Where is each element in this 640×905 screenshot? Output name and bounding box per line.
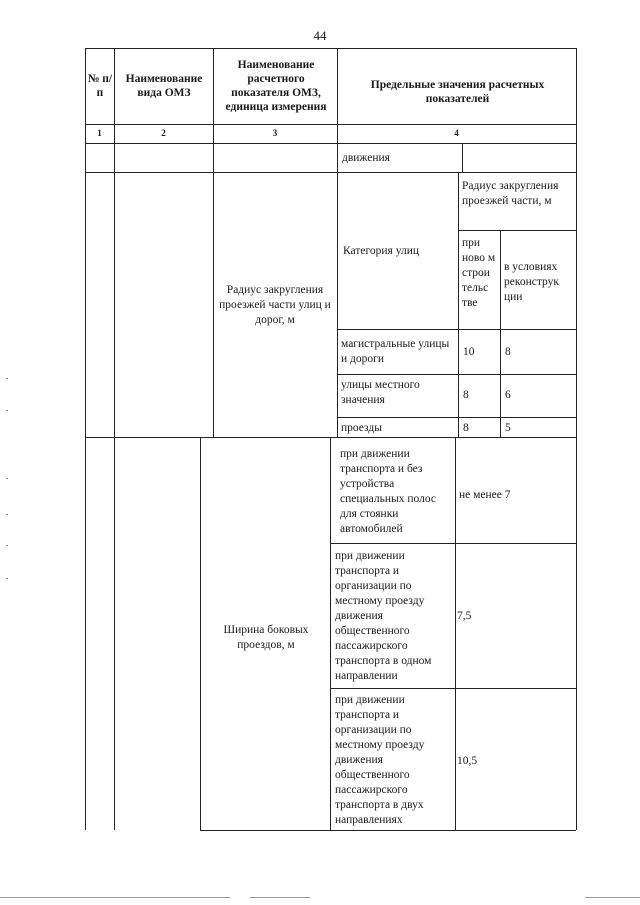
col2-right-border-top	[213, 48, 214, 437]
radius-category-right-border	[458, 172, 459, 437]
width-row-value: 7,5	[457, 610, 472, 622]
radius-row1-rule	[337, 374, 576, 375]
radius-sub-split-border	[500, 230, 501, 437]
radius-value-header: Радиус закругления проезжей части, м	[462, 180, 559, 207]
radius-sub-reconstruction: в условиях реконструк ции	[504, 261, 559, 303]
table-bottom-border	[200, 830, 576, 831]
radius-row-new: 8	[463, 422, 469, 434]
width-row1-rule	[330, 543, 576, 544]
radius-row-category: улицы местного значения	[341, 379, 420, 406]
column-number-4: 4	[454, 128, 459, 138]
radius-row-category: проезды	[341, 422, 382, 434]
radius-row-reconstruction: 5	[505, 422, 511, 434]
radius-row-new: 8	[463, 389, 469, 401]
radius-row-category: магистральные улицы и дороги	[341, 338, 450, 365]
bottom-scan-line	[585, 897, 640, 898]
width-row-condition: при движении транспорта и организации по местному проезду движения общественного пассажирского транспорта в одном направлении	[335, 550, 432, 682]
width-row-condition: при движении транспорта и организации по местному проезду движения общественного пассажирского транспорта в двух направлениях	[335, 694, 425, 826]
header-omz-type: Наименование вида ОМЗ	[125, 73, 203, 99]
page-number: 44	[313, 28, 327, 43]
radius-row-reconstruction: 8	[505, 346, 511, 358]
continuation-text: движения	[342, 152, 390, 164]
width-row-condition: при движении транспорта и без устройства специальных полос для стоянки автомобилей	[340, 448, 436, 535]
continuation-row-bottom-border	[85, 172, 576, 173]
bottom-scan-line	[0, 897, 230, 898]
continuation-split-border	[462, 143, 463, 172]
radius-row-new: 10	[463, 346, 475, 358]
col3-right-border-top	[337, 48, 338, 437]
header-number: № п/п	[87, 73, 113, 99]
width-row-value: 10,5	[457, 755, 478, 767]
column-number-1: 1	[97, 128, 102, 138]
table-left-border	[85, 48, 86, 830]
bottom-scan-line	[250, 897, 310, 898]
radius-value-header-rule	[458, 230, 576, 231]
radius-row-reconstruction: 6	[505, 389, 511, 401]
radius-indicator: Радиус закругления проезжей части улиц и дорог, м	[219, 284, 331, 326]
table-right-border	[576, 48, 577, 830]
radius-row2-rule	[337, 417, 576, 418]
table-top-border	[85, 48, 576, 49]
width-indicator: Ширина боковых проездов, м	[223, 624, 309, 651]
header-limit-values: Предельные значения расчетных показателей	[370, 79, 545, 105]
width-row2-rule	[330, 688, 576, 689]
width-condition-right-border	[455, 437, 456, 830]
number-row-bottom-border	[85, 143, 576, 144]
col2-right-border-bottom	[200, 437, 201, 830]
radius-sub-new: при ново м строи тельс тве	[462, 237, 496, 309]
radius-category-header: Категория улиц	[343, 245, 419, 257]
column-number-2: 2	[161, 128, 166, 138]
width-row-value: не менее 7	[459, 489, 511, 501]
header-bottom-border	[85, 124, 576, 125]
header-indicator: Наименование расчетного показателя ОМЗ, единица измерения	[225, 59, 327, 113]
radius-subheader-rule	[337, 329, 576, 330]
column-number-3: 3	[272, 128, 278, 138]
col3-right-border-bottom	[330, 437, 331, 830]
col1-right-border	[114, 48, 115, 830]
